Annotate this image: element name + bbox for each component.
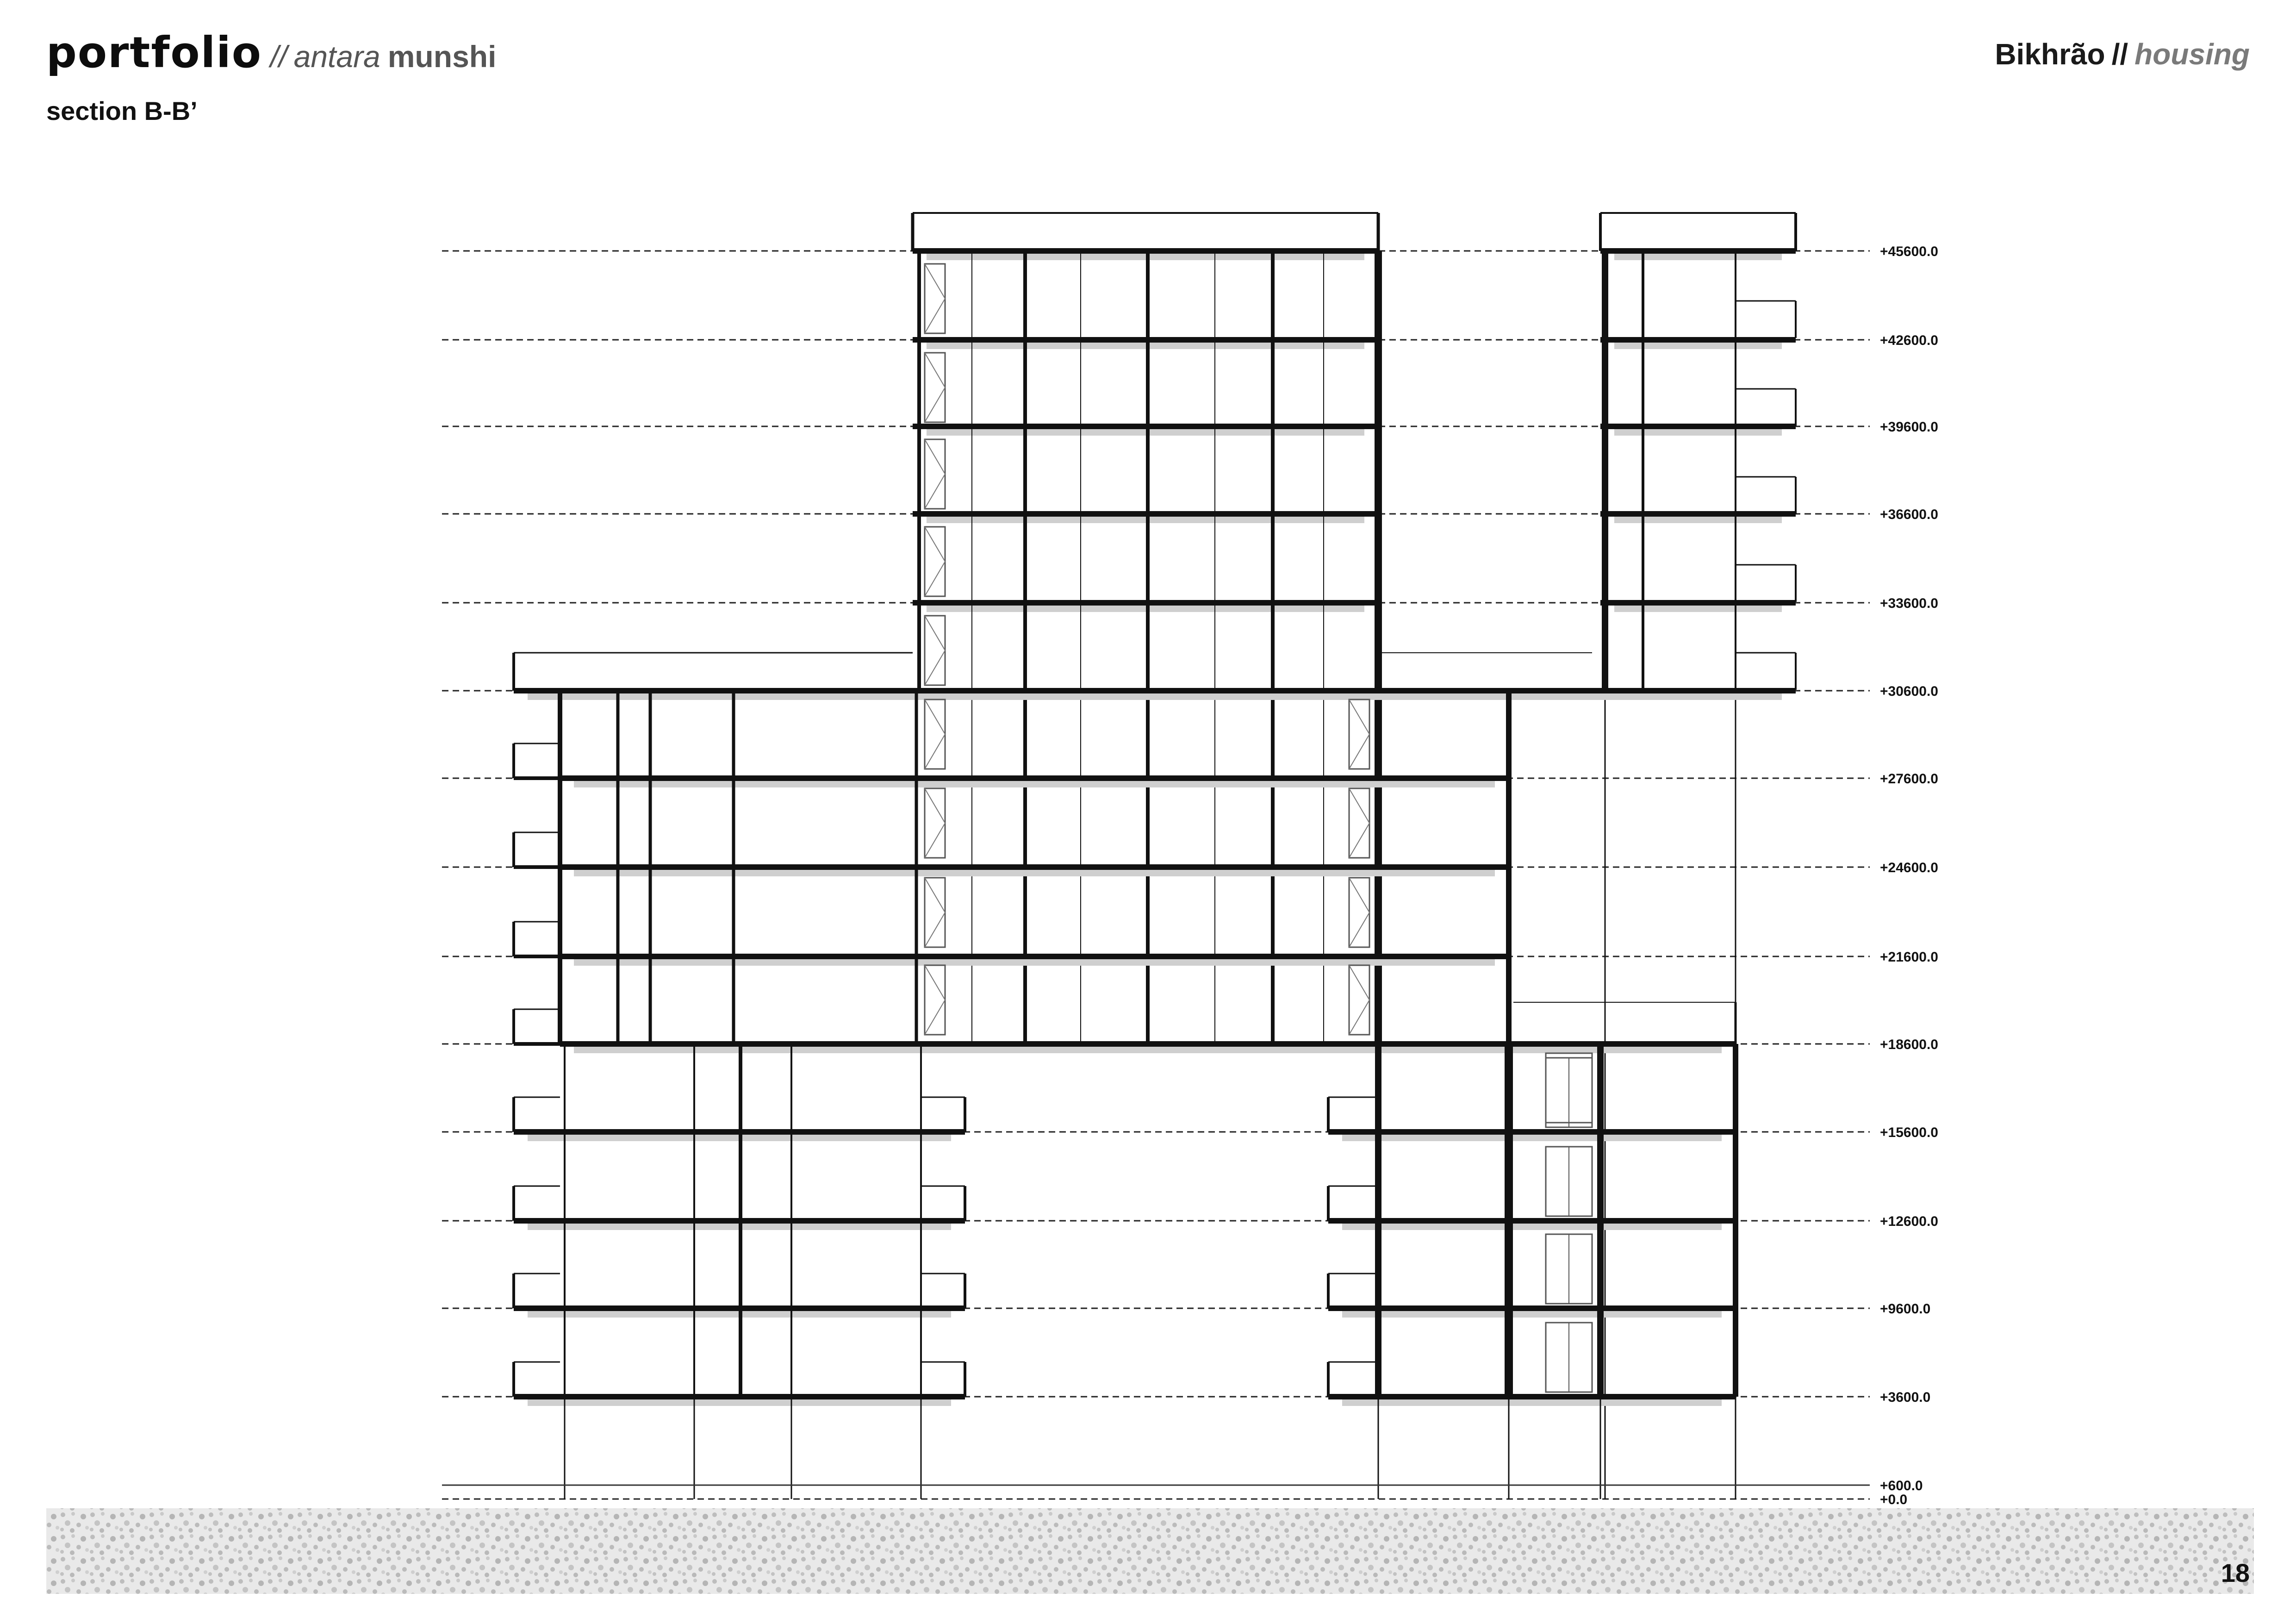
lower-right-slab — [1328, 1394, 1736, 1399]
level-label: +0.0 — [1880, 1492, 1908, 1507]
level-label: +45600.0 — [1880, 244, 1938, 259]
mid-slab — [560, 775, 1509, 781]
project-type: housing — [2134, 37, 2250, 71]
level-label: +600.0 — [1880, 1478, 1923, 1493]
ground-band — [46, 1508, 2254, 1594]
tower-window — [925, 439, 945, 509]
tower-window — [925, 616, 945, 685]
level-label: +18600.0 — [1880, 1037, 1938, 1052]
slab-finish — [1342, 1311, 1722, 1318]
tower-window — [925, 264, 945, 333]
lower-right-slab — [1328, 1218, 1736, 1224]
mid-window-swing — [925, 965, 945, 1035]
building-structure — [442, 213, 1870, 1499]
slab-finish — [1614, 517, 1782, 523]
level-label: +39600.0 — [1880, 419, 1938, 435]
tower-slab — [913, 248, 1378, 254]
mid-window-swing — [1349, 700, 1369, 769]
slab-finish — [1614, 254, 1782, 260]
slab-finish — [1342, 1399, 1722, 1406]
mid-window-swing — [1349, 878, 1369, 947]
right-tower-slab — [1600, 248, 1796, 254]
right-tower-slab — [1600, 511, 1796, 517]
tower-window-swing — [925, 353, 945, 422]
mid-window — [925, 788, 945, 858]
slab-finish — [927, 517, 1364, 523]
slab-finish — [574, 781, 1495, 787]
level-label: +33600.0 — [1880, 596, 1938, 611]
mid-slab — [560, 864, 1509, 870]
author-first-name: antara — [293, 39, 380, 74]
mid-window-swing — [925, 788, 945, 858]
mid-window — [1349, 878, 1369, 947]
right-tower-slab — [1600, 600, 1796, 606]
tower-window-swing — [925, 439, 945, 509]
slab-finish — [927, 254, 1364, 260]
slab-finish — [927, 429, 1364, 436]
slab-finish — [927, 343, 1364, 349]
slab-finish — [927, 606, 1364, 612]
tower-window-swing — [925, 264, 945, 333]
tower-slab — [913, 424, 1378, 429]
slab-finish — [574, 870, 1495, 876]
page-number: 18 — [2221, 1558, 2250, 1587]
lower-right-slab — [1328, 1129, 1736, 1135]
level-label: +36600.0 — [1880, 507, 1938, 522]
slab-finish — [1342, 1224, 1722, 1230]
project-separator: // — [2111, 37, 2128, 71]
mid-window-swing — [925, 700, 945, 769]
level-label: +15600.0 — [1880, 1125, 1938, 1140]
mid-window — [1349, 700, 1369, 769]
level-label: +27600.0 — [1880, 771, 1938, 787]
level-label: +30600.0 — [1880, 684, 1938, 699]
title-separator: // — [270, 39, 287, 74]
tower-slab — [913, 600, 1378, 606]
drawing-subtitle: section B-B’ — [46, 96, 198, 125]
slab-finish — [1614, 606, 1782, 612]
level-label: +21600.0 — [1880, 949, 1938, 965]
level-label: +3600.0 — [1880, 1390, 1931, 1405]
mid-window — [1349, 788, 1369, 858]
mid-window — [925, 878, 945, 947]
level-label: +9600.0 — [1880, 1301, 1931, 1317]
level-label: +24600.0 — [1880, 860, 1938, 875]
tower-window-swing — [925, 527, 945, 596]
project-name: Bikhrão — [1995, 37, 2105, 71]
transfer-slab — [560, 1041, 1736, 1047]
mid-window — [1349, 965, 1369, 1035]
mid-window-swing — [1349, 788, 1369, 858]
mid-window-swing — [925, 878, 945, 947]
mid-window — [925, 700, 945, 769]
slab-finish — [528, 693, 1782, 700]
mid-window — [925, 965, 945, 1035]
right-tower-slab — [1600, 424, 1796, 429]
lower-right-slab — [1328, 1305, 1736, 1311]
slab-finish — [574, 1047, 1722, 1053]
level-label: +42600.0 — [1880, 333, 1938, 348]
slab-finish — [1614, 343, 1782, 349]
mid-slab — [560, 954, 1509, 959]
tower-window-swing — [925, 616, 945, 685]
mid-window-swing — [1349, 965, 1369, 1035]
slab-finish — [1614, 429, 1782, 436]
author-last-name: munshi — [387, 39, 497, 74]
level-label: +12600.0 — [1880, 1214, 1938, 1229]
tower-slab — [913, 337, 1378, 343]
tower-window — [925, 353, 945, 422]
tower-window — [925, 527, 945, 596]
brand-title: portfolio — [46, 28, 262, 77]
mid-roof-slab — [514, 688, 1796, 693]
slab-finish — [1342, 1135, 1722, 1141]
slab-finish — [528, 1399, 951, 1406]
tower-slab — [913, 511, 1378, 517]
right-tower-slab — [1600, 337, 1796, 343]
